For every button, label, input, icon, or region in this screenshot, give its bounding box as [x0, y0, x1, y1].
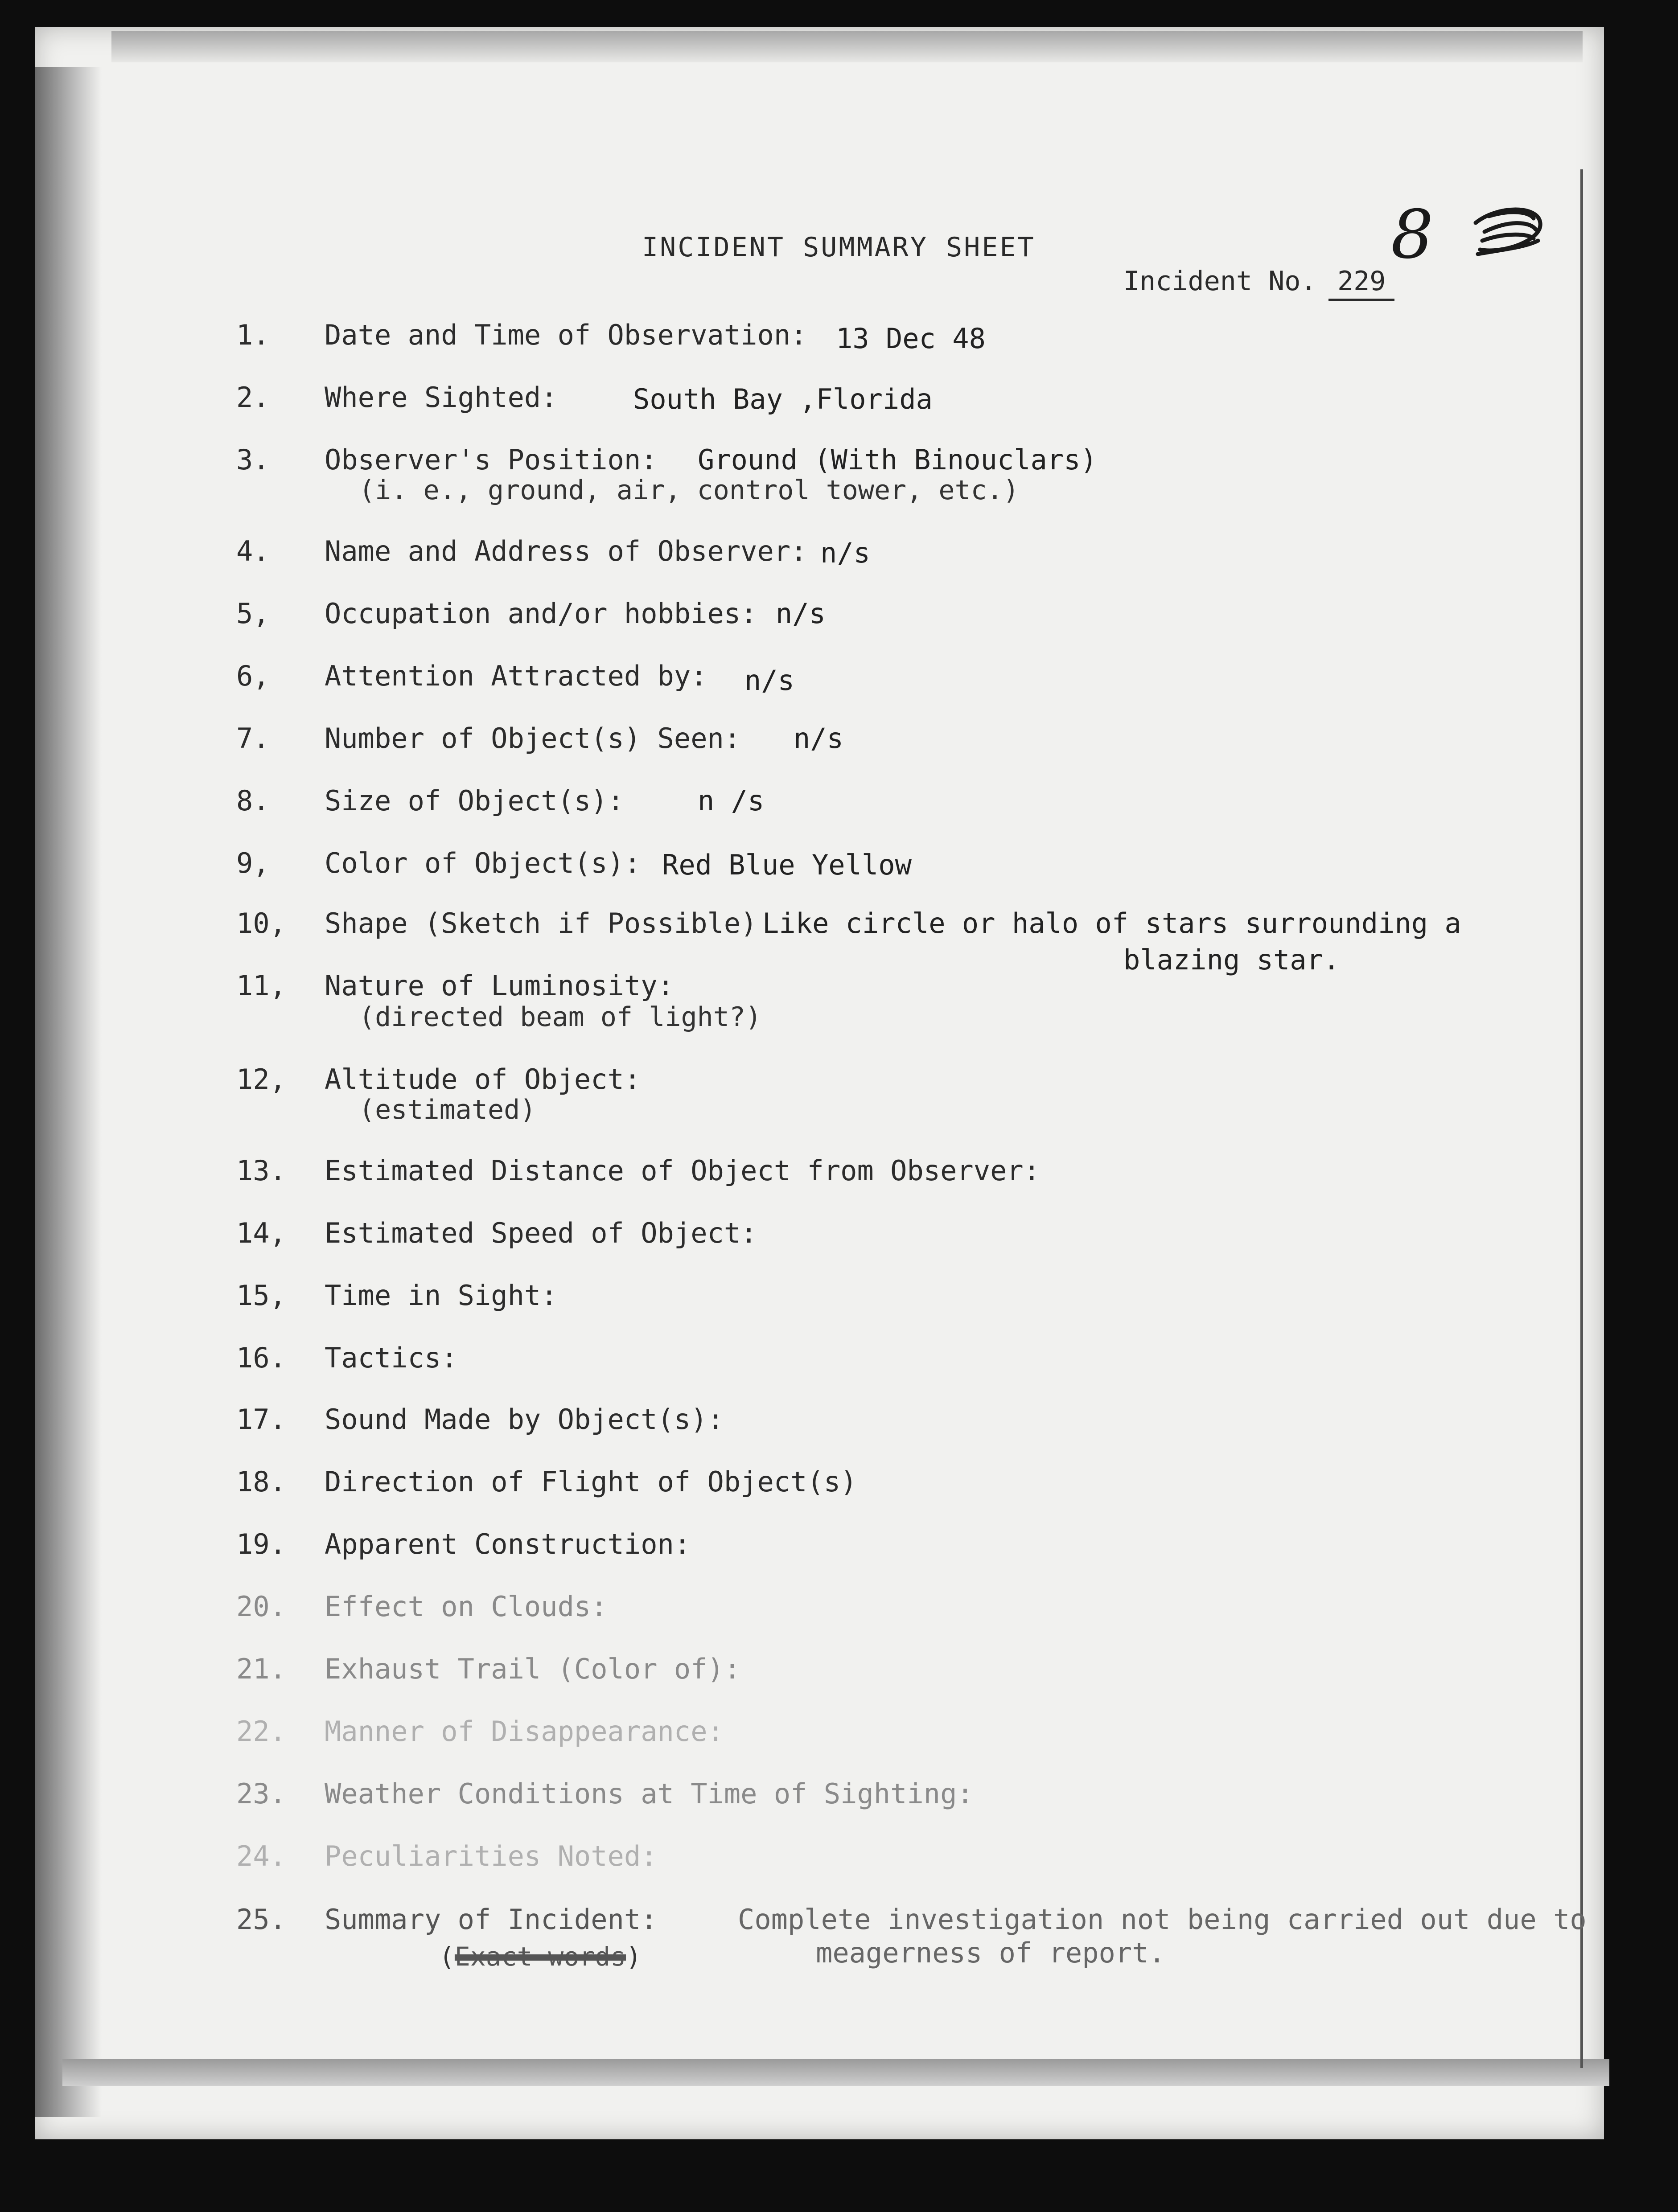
item-number: 25. — [236, 1903, 286, 1936]
item-value: n/s — [776, 597, 826, 630]
item-number: 8. — [236, 784, 270, 817]
item-20 — [0, 1590, 1587, 1653]
scribble-mark-icon — [1462, 196, 1551, 272]
item-number: 2. — [236, 381, 270, 414]
item-number: 3. — [236, 443, 270, 476]
item-number: 22. — [236, 1715, 286, 1748]
item-sublabel: (estimated) — [359, 1094, 536, 1125]
item-label: Estimated Speed of Object: — [325, 1217, 757, 1249]
item-number: 12, — [236, 1063, 286, 1096]
item-5 — [0, 597, 1587, 660]
item-25 — [0, 1903, 1587, 1969]
document-title: INCIDENT SUMMARY SHEET — [642, 232, 1036, 263]
item-value: Complete investigation not being carried out due to — [738, 1903, 1587, 1936]
item-8 — [0, 784, 1587, 847]
item-label: Size of Object(s): — [325, 784, 624, 817]
item-label: Time in Sight: — [325, 1279, 558, 1312]
item-label: Nature of Luminosity: — [325, 969, 674, 1002]
item-label: Date and Time of Observation: — [325, 319, 807, 351]
item-label: Altitude of Object: — [325, 1063, 641, 1096]
item-14 — [0, 1217, 1587, 1279]
item-label: Attention Attracted by: — [325, 660, 707, 692]
incident-number-value: 229 — [1328, 266, 1394, 301]
item-value: Red Blue Yellow — [662, 849, 912, 881]
item-label: Tactics: — [325, 1342, 458, 1374]
item-19 — [0, 1528, 1587, 1590]
item-value-continued: meagerness of report. — [816, 1937, 1165, 1969]
item-number: 1. — [236, 319, 270, 351]
item-value: n/s — [820, 537, 870, 569]
item-12 — [0, 1063, 1587, 1125]
item-15 — [0, 1279, 1587, 1342]
item-number: 16. — [236, 1342, 286, 1374]
item-label: Color of Object(s): — [325, 847, 641, 879]
top-edge-shadow — [111, 31, 1583, 62]
item-label: Shape (Sketch if Possible) — [325, 907, 757, 940]
item-6 — [0, 660, 1587, 722]
item-9 — [0, 847, 1587, 909]
item-label: Summary of Incident: — [325, 1903, 658, 1936]
item-3 — [0, 443, 1587, 506]
item-label: Sound Made by Object(s): — [325, 1403, 724, 1436]
item-number: 5, — [236, 597, 270, 630]
item-number: 7. — [236, 722, 270, 755]
item-label: Occupation and/or hobbies: — [325, 597, 757, 630]
item-4 — [0, 535, 1587, 597]
item-number: 15, — [236, 1279, 286, 1312]
item-23 — [0, 1777, 1587, 1840]
item-number: 21. — [236, 1653, 286, 1685]
item-24 — [0, 1840, 1587, 1902]
item-17 — [0, 1403, 1587, 1465]
item-value: n/s — [744, 664, 794, 697]
item-sublabel: (i. e., ground, air, control tower, etc.) — [359, 475, 1020, 506]
item-label: Manner of Disappearance: — [325, 1715, 724, 1748]
item-number: 4. — [236, 535, 270, 567]
item-number: 10, — [236, 907, 286, 940]
item-number: 18. — [236, 1465, 286, 1498]
item-7 — [0, 722, 1587, 784]
item-18 — [0, 1465, 1587, 1528]
item-16 — [0, 1342, 1587, 1404]
item-label: Estimated Distance of Object from Observer: — [325, 1154, 1041, 1187]
item-label: Weather Conditions at Time of Sighting: — [325, 1777, 974, 1810]
item-number: 23. — [236, 1777, 286, 1810]
item-label: Direction of Flight of Object(s) — [325, 1465, 857, 1498]
item-number: 14, — [236, 1217, 286, 1249]
item-value: 13 Dec 48 — [836, 322, 986, 355]
item-label: Effect on Clouds: — [325, 1590, 608, 1623]
item-13 — [0, 1154, 1587, 1217]
item-number: 6, — [236, 660, 270, 692]
item-label: Where Sighted: — [325, 381, 558, 414]
item-22 — [0, 1715, 1587, 1777]
item-number: 20. — [236, 1590, 286, 1623]
item-2 — [0, 381, 1587, 443]
item-value: Ground (With Binouclars) — [698, 443, 1097, 476]
item-number: 13. — [236, 1154, 286, 1187]
item-value: n/s — [794, 722, 843, 755]
item-number: 9, — [236, 847, 270, 879]
incident-number-label: Incident No. — [1123, 266, 1317, 297]
struck-out-sublabel: (Exact words) — [439, 1941, 642, 1972]
item-value-continued: blazing star. — [1123, 944, 1340, 976]
item-1 — [0, 319, 1587, 381]
item-number: 11, — [236, 969, 286, 1002]
item-number: 19. — [236, 1528, 286, 1560]
item-label: Name and Address of Observer: — [325, 535, 807, 567]
item-number: 17. — [236, 1403, 286, 1436]
item-label: Peculiarities Noted: — [325, 1840, 658, 1872]
item-value: n /s — [698, 784, 765, 817]
item-value: Like circle or halo of stars surrounding a — [762, 907, 1461, 940]
item-label: Exhaust Trail (Color of): — [325, 1653, 741, 1685]
item-value: South Bay ,Florida — [633, 383, 933, 415]
item-label: Number of Object(s) Seen: — [325, 722, 741, 755]
item-number: 24. — [236, 1840, 286, 1872]
item-label: Observer's Position: — [325, 443, 658, 476]
item-sublabel: (directed beam of light?) — [359, 1001, 762, 1033]
bottom-edge-shadow — [62, 2059, 1609, 2086]
handwritten-number: 8 — [1391, 196, 1434, 274]
item-label: Apparent Construction: — [325, 1528, 691, 1560]
struck-text: Exact words — [454, 1941, 626, 1972]
item-11 — [0, 969, 1587, 1032]
item-21 — [0, 1653, 1587, 1715]
item-10 — [0, 907, 1587, 976]
